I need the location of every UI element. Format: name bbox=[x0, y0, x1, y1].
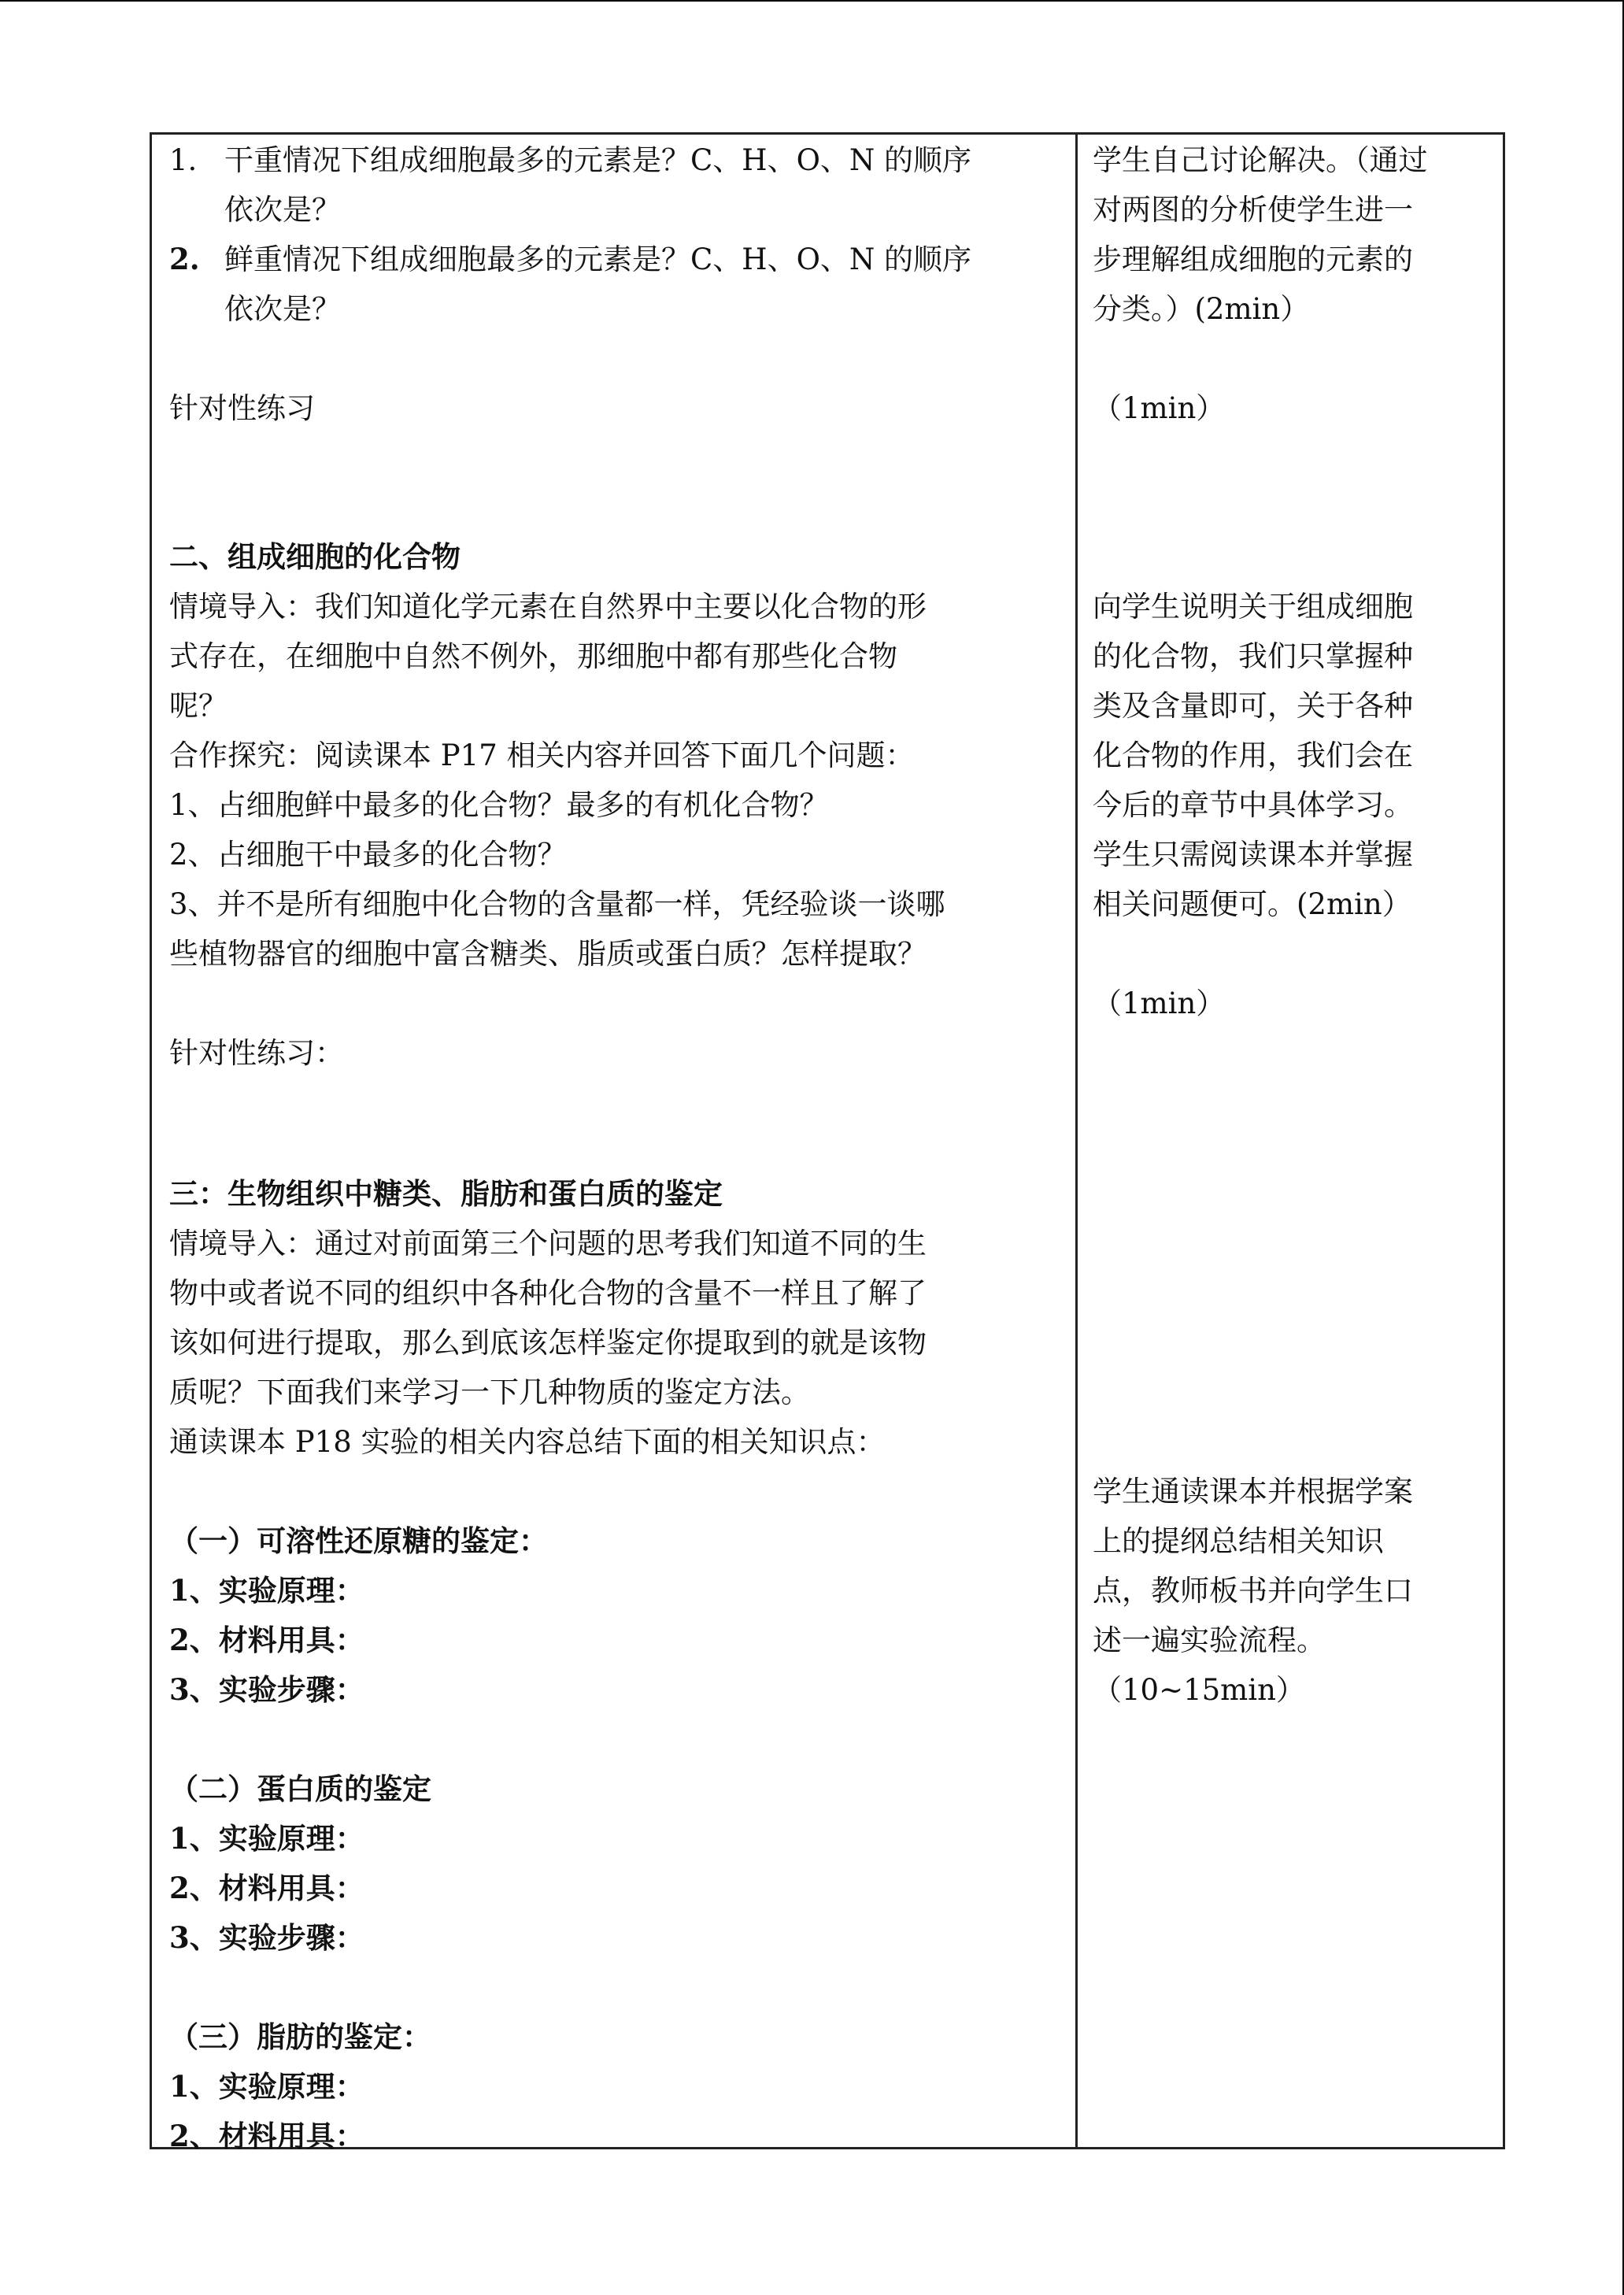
question-1-text: 干重情况下组成细胞最多的元素是？C、H、O、N 的顺序 bbox=[224, 143, 972, 177]
subsection-1-item: 1、实验原理： bbox=[169, 1573, 364, 1608]
teacher-note-2: 学生只需阅读课本并掌握 bbox=[1093, 838, 1413, 872]
section-2-question-3-continuation: 些植物器官的细胞中富含糖类、脂质或蛋白质？怎样提取？ bbox=[169, 937, 927, 971]
section-3-intro-line: 质呢？下面我们来学习一下几种物质的鉴定方法。 bbox=[169, 1375, 810, 1409]
teacher-note-2: 今后的章节中具体学习。 bbox=[1093, 788, 1413, 822]
section-3-intro-line: 物中或者说不同的组织中各种化合物的含量不一样且了解了 bbox=[169, 1276, 927, 1310]
section-2-question-3: 3、并不是所有细胞中化合物的含量都一样，凭经验谈一谈哪 bbox=[169, 887, 945, 921]
teacher-note-2: 相关问题便可。(2min） bbox=[1093, 887, 1411, 921]
teacher-note-3: 点，教师板书并向学生口 bbox=[1093, 1574, 1413, 1608]
practice-heading-2: 针对性练习： bbox=[169, 1036, 344, 1070]
section-3-reading-task: 通读课本 P18 实验的相关内容总结下面的相关知识点： bbox=[169, 1425, 886, 1459]
subsection-2-item: 2、材料用具： bbox=[169, 1871, 364, 1905]
time-note-1: （1min） bbox=[1093, 391, 1226, 425]
question-2-text: 鲜重情况下组成细胞最多的元素是？C、H、O、N 的顺序 bbox=[224, 242, 972, 276]
section-2-explore: 合作探究：阅读课本 P17 相关内容并回答下面几个问题： bbox=[169, 738, 915, 772]
section-3-intro-line: 情境导入：通过对前面第三个问题的思考我们知道不同的生 bbox=[169, 1227, 927, 1260]
question-2-continuation: 依次是？ bbox=[224, 292, 341, 326]
question-1-continuation: 依次是？ bbox=[224, 193, 341, 227]
subsection-2-item: 3、实验步骤： bbox=[169, 1920, 364, 1955]
teacher-note-1: 对两图的分析使学生进一 bbox=[1093, 193, 1413, 227]
question-2-number: 2. bbox=[169, 242, 200, 276]
teacher-note-2: 的化合物，我们只掌握种 bbox=[1093, 639, 1413, 673]
subsection-1-title: （一）可溶性还原糖的鉴定： bbox=[169, 1523, 548, 1558]
teacher-note-1: 分类。）(2min） bbox=[1093, 292, 1310, 326]
section-3-intro-line: 该如何进行提取，那么到底该怎样鉴定你提取到的就是该物 bbox=[169, 1326, 927, 1360]
teacher-note-3: 上的提纲总结相关知识 bbox=[1093, 1524, 1384, 1558]
section-2-question-2: 2、占细胞干中最多的化合物？ bbox=[169, 838, 567, 872]
time-note-3: （10~15min） bbox=[1093, 1673, 1305, 1707]
teacher-note-3: 述一遍实验流程。 bbox=[1093, 1623, 1326, 1657]
subsection-3-title: （三）脂肪的鉴定： bbox=[169, 2019, 431, 2054]
question-2 bbox=[169, 235, 971, 284]
column-divider bbox=[1075, 132, 1078, 2149]
subsection-1-item: 3、实验步骤： bbox=[169, 1672, 364, 1707]
practice-heading-1: 针对性练习 bbox=[169, 391, 315, 425]
teacher-note-2: 类及含量即可，关于各种 bbox=[1093, 689, 1413, 723]
section-2-intro-line: 情境导入：我们知道化学元素在自然界中主要以化合物的形 bbox=[169, 590, 927, 624]
teacher-note-1: 学生自己讨论解决。（通过 bbox=[1093, 143, 1428, 177]
section-2-intro-line: 式存在，在细胞中自然不例外，那细胞中都有那些化合物 bbox=[169, 639, 897, 673]
question-1 bbox=[169, 135, 971, 185]
page-border-top bbox=[0, 0, 1622, 2]
section-3-title: 三：生物组织中糖类、脂肪和蛋白质的鉴定 bbox=[169, 1176, 723, 1211]
teacher-note-2: 化合物的作用，我们会在 bbox=[1093, 738, 1413, 772]
subsection-1-item: 2、材料用具： bbox=[169, 1623, 364, 1657]
section-2-intro-line: 呢？ bbox=[169, 689, 228, 723]
subsection-2-item: 1、实验原理： bbox=[169, 1821, 364, 1856]
teacher-note-1: 步理解组成细胞的元素的 bbox=[1093, 242, 1413, 276]
subsection-2-title: （二）蛋白质的鉴定 bbox=[169, 1771, 431, 1806]
subsection-3-item: 2、材料用具： bbox=[169, 2119, 364, 2153]
time-note-2: （1min） bbox=[1093, 986, 1226, 1020]
teacher-note-2: 向学生说明关于组成细胞 bbox=[1093, 590, 1413, 624]
question-1-number: 1. bbox=[169, 143, 198, 177]
subsection-3-item: 1、实验原理： bbox=[169, 2069, 364, 2104]
teacher-note-3: 学生通读课本并根据学案 bbox=[1093, 1475, 1413, 1508]
section-2-question-1: 1、占细胞鲜中最多的化合物？最多的有机化合物？ bbox=[169, 788, 829, 822]
section-2-title: 二、组成细胞的化合物 bbox=[169, 539, 461, 574]
